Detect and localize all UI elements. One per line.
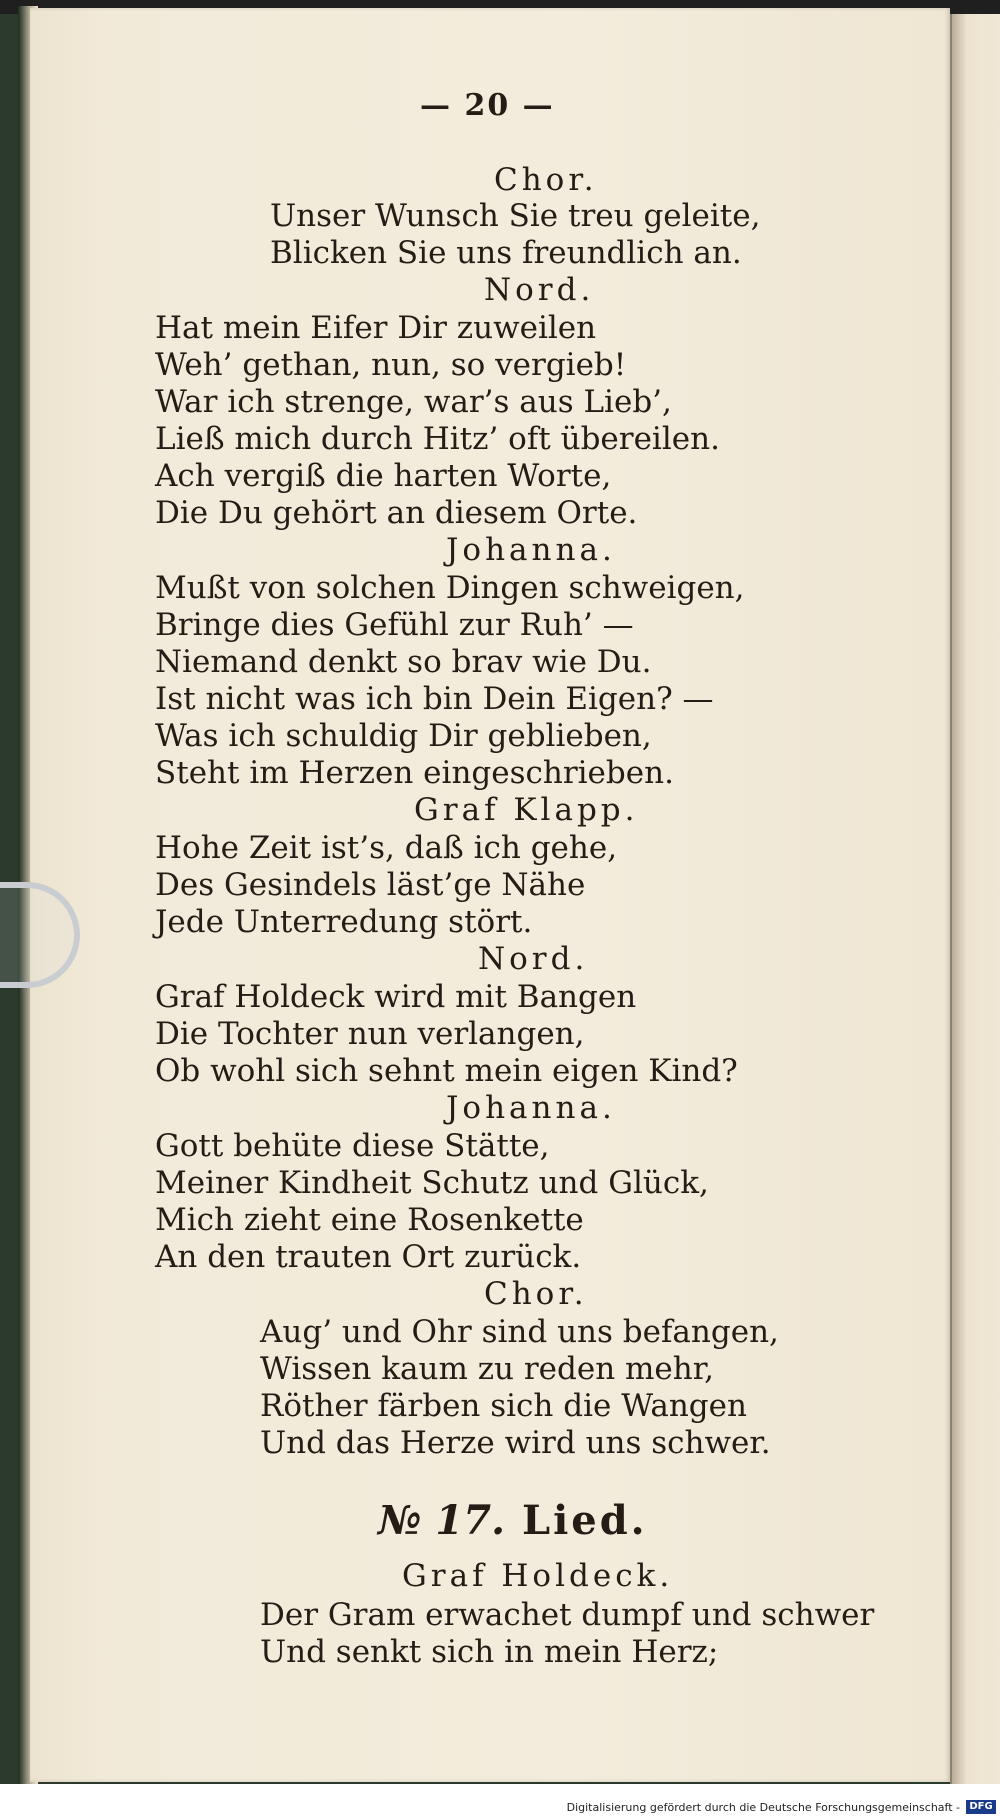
- verse-line: Der Gram erwachet dumpf und schwer: [260, 1597, 875, 1633]
- song-title: Lied.: [521, 1497, 648, 1544]
- page-number-dash-left: —: [420, 88, 465, 123]
- speaker-name: Graf Klapp.: [414, 792, 639, 828]
- verse-line: Graf Holdeck wird mit Bangen: [155, 979, 637, 1015]
- verse-line: Hat mein Eifer Dir zuweilen: [155, 310, 597, 346]
- verse-line: Aug’ und Ohr sind uns befangen,: [260, 1314, 779, 1350]
- verse-line: Ob wohl sich sehnt mein eigen Kind?: [155, 1053, 738, 1089]
- verse-line: Mußt von solchen Dingen schweigen,: [155, 570, 745, 606]
- verse-line: Was ich schuldig Dir geblieben,: [155, 718, 652, 754]
- song-number: № 17.: [378, 1497, 505, 1544]
- song-heading: [378, 1497, 648, 1544]
- verse-line: Unser Wunsch Sie treu geleite,: [270, 198, 761, 234]
- verse-line: Wissen kaum zu reden mehr,: [260, 1351, 714, 1387]
- verse-line: Und das Herze wird uns schwer.: [260, 1425, 771, 1461]
- verse-line: Weh’ gethan, nun, so vergieb!: [155, 347, 627, 383]
- verse-line: An den trauten Ort zurück.: [155, 1239, 582, 1275]
- verse-line: Röther färben sich die Wangen: [260, 1388, 747, 1424]
- verse-line: War ich strenge, war’s aus Lieb’,: [155, 384, 672, 420]
- speaker-name: Chor.: [484, 1276, 588, 1312]
- dfg-logo: DFG: [966, 1800, 996, 1814]
- verse-line: Ist nicht was ich bin Dein Eigen? —: [155, 681, 714, 717]
- verse-line: Meiner Kindheit Schutz und Glück,: [155, 1165, 709, 1201]
- verse-line: Ach vergiß die harten Worte,: [155, 458, 612, 494]
- verse-line: Blicken Sie uns freundlich an.: [270, 235, 742, 271]
- funding-credit: Digitalisierung gefördert durch die Deutsche Forschungsgemeinschaft -: [566, 1801, 960, 1814]
- page-number-dash-right: —: [510, 88, 555, 123]
- verse-line: Steht im Herzen eingeschrieben.: [155, 755, 674, 791]
- verse-line: Mich zieht eine Rosenkette: [155, 1202, 584, 1238]
- verse-line: Gott behüte diese Stätte,: [155, 1128, 550, 1164]
- verse-line: Niemand denkt so brav wie Du.: [155, 644, 652, 680]
- speaker-name: Nord.: [484, 272, 595, 308]
- speaker-name: Graf Holdeck.: [402, 1558, 674, 1594]
- speaker-name: Johanna.: [446, 1090, 616, 1126]
- speaker-name: Chor.: [494, 162, 598, 198]
- verse-line: Bringe dies Gefühl zur Ruh’ —: [155, 607, 634, 643]
- verse-line: Jede Unterredung stört.: [155, 904, 533, 940]
- speaker-name: Nord.: [478, 941, 589, 977]
- verse-line: Die Du gehört an diesem Orte.: [155, 495, 638, 531]
- page-number-value: 20: [464, 88, 511, 123]
- page-number: [420, 88, 555, 124]
- verse-line: Des Gesindels läst’ge Nähe: [155, 867, 586, 903]
- verse-line: Ließ mich durch Hitz’ oft übereilen.: [155, 421, 720, 457]
- verse-line: Und senkt sich in mein Herz;: [260, 1634, 719, 1670]
- verse-line: Hohe Zeit ist’s, daß ich gehe,: [155, 830, 618, 866]
- speaker-name: Johanna.: [446, 532, 616, 568]
- verse-line: Die Tochter nun verlangen,: [155, 1016, 585, 1052]
